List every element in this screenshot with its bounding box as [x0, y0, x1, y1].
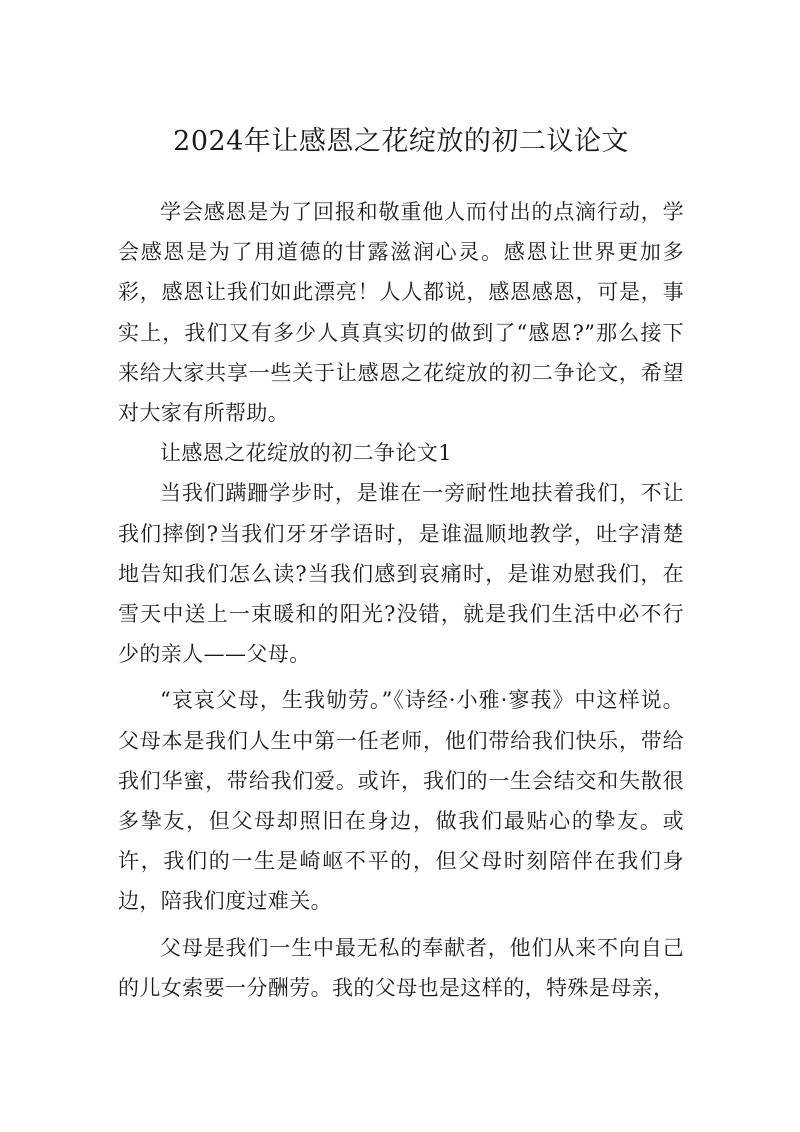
body-paragraph-2: “哀哀父母，生我劬劳。”《诗经·小雅·寥莪》中这样说。父母本是我们人生中第一任老师，他们带给我们快乐，带给我们华蜜，带给我们爱。或许，我们的一生会结交和失散很多挚友，但父母却照旧在身边，做我们最贴心的挚友。或许，我们的一生是崎岖不平的，但父母时刻陪伴在我们身边，陪我们度过难关。	[118, 688, 684, 914]
intro-paragraph: 学会感恩是为了回报和敬重他人而付出的点滴行动，学会感恩是为了用道德的甘露滋润心灵。感恩让世界更加多彩，感恩让我们如此漂亮！人人都说，感恩感恩，可是，事实上，我们又有多少人真真实切的做到了“感恩?”那么接下来给大家共享一些关于让感恩之花绽放的初二争论文，希望对大家有所帮助。	[118, 200, 684, 426]
document-title: 2024年让感恩之花绽放的初二议论文	[173, 126, 629, 157]
section-heading: 让感恩之花绽放的初二争论文1	[160, 441, 452, 466]
body-paragraph-1: 当我们蹒跚学步时，是谁在一旁耐性地扶着我们，不让我们摔倒?当我们牙牙学语时，是谁温顺地教学，吐字清楚地告知我们怎么读?当我们感到哀痛时，是谁劝慰我们，在雪天中送上一束暖和的阳光?没错，就是我们生活中必不行少的亲人——父母。	[118, 481, 684, 667]
body-paragraph-3: 父母是我们一生中最无私的奉献者，他们从来不向自己的儿女索要一分酬劳。我的父母也是这样的，特殊是母亲，	[118, 935, 684, 1000]
